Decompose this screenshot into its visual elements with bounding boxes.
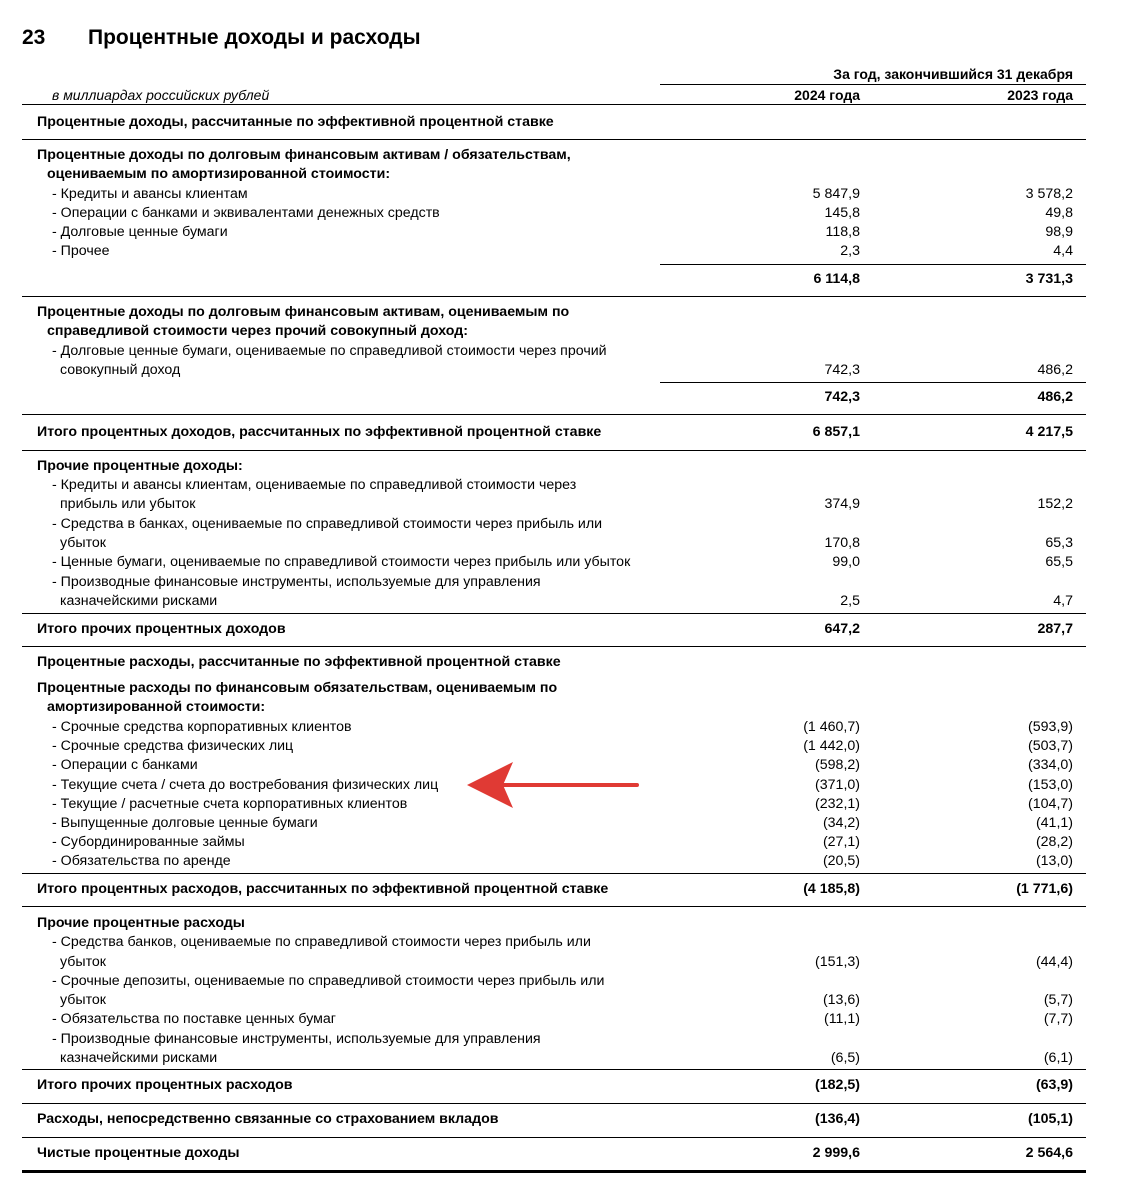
table-row: Процентные доходы, рассчитанные по эффективной процентной ставке [37,114,554,130]
table-row: - Субординированные займы (27,1) (28,2) [52,834,1073,850]
table-row: - Срочные средства корпоративных клиентов (1 460,7) (593,9) [52,719,1073,735]
table-row: совокупный доход 742,3 486,2 [60,362,1073,378]
table-row: убыток (13,6) (5,7) [60,992,1073,1008]
table-row: - Кредиты и авансы клиентам, оцениваемые по справедливой стоимости через [52,477,577,493]
table-row: оцениваемым по амортизированной стоимости: [47,166,391,182]
section-rule [22,873,1086,874]
period-underline [660,84,1086,85]
table-row: убыток (151,3) (44,4) [60,954,1073,970]
table-row: справедливой стоимости через прочий совокупный доход: [47,323,468,339]
subtotal-rule [660,264,1086,265]
note-heading [22,26,421,50]
table-row: - Операции с банками и эквивалентами денежных средств 145,8 49,8 [52,205,1073,221]
header-rule [22,104,1086,105]
table-row: - Ценные бумаги, оцениваемые по справедливой стоимости через прибыль или убыток 99,0 65,5 [52,554,1073,570]
table-row: Процентные расходы, рассчитанные по эффективной процентной ставке [37,654,561,670]
section-rule [22,1137,1086,1138]
subtotal-row: 742,3 486,2 [824,389,1073,405]
column-header-2023: 2023 года [1007,87,1073,103]
unit-label: в миллиардах российских рублей [52,87,270,103]
table-row: Процентные расходы по финансовым обязательствам, оцениваемым по [37,680,558,696]
total-row: Итого прочих процентных расходов (182,5) (63,9) [37,1077,1073,1093]
table-row: убыток 170,8 65,3 [60,535,1073,551]
section-rule [22,1103,1086,1104]
subtotal-row: 6 114,8 3 731,3 [813,271,1073,287]
table-row: - Производные финансовые инструменты, используемые для управления [52,1031,541,1047]
table-row: - Текущие / расчетные счета корпоративных клиентов (232,1) (104,7) [52,796,1073,812]
subtotal-rule [660,382,1086,383]
section-rule [22,139,1086,140]
section-rule [22,450,1086,451]
total-row: Расходы, непосредственно связанные со страхованием вкладов (136,4) (105,1) [37,1111,1073,1127]
table-row: амортизированной стоимости: [47,699,266,715]
table-row: казначейскими рисками (6,5) (6,1) [60,1050,1073,1066]
table-row: Процентные доходы по долговым финансовым активам, оцениваемым по [37,304,570,320]
total-row: Итого прочих процентных доходов 647,2 287,7 [37,621,1073,637]
table-row: - Средства банков, оцениваемые по справедливой стоимости через прибыль или [52,934,591,950]
table-row: - Кредиты и авансы клиентам 5 847,9 3 578,2 [52,186,1073,202]
total-row: Итого процентных расходов, рассчитанных по эффективной процентной ставке (4 185,8) (1 771,6) [37,881,1073,897]
table-row: - Выпущенные долговые ценные бумаги (34,2) (41,1) [52,815,1073,831]
net-interest-row: Чистые процентные доходы 2 999,6 2 564,6 [37,1145,1073,1161]
table-row: Прочие процентные расходы [37,915,245,931]
period-header: За год, закончившийся 31 декабря [833,66,1073,82]
table-row: казначейскими рисками 2,5 4,7 [60,593,1073,609]
table-row: - Обязательства по аренде (20,5) (13,0) [52,853,1073,869]
section-rule [22,613,1086,614]
total-row: Итого процентных доходов, рассчитанных по эффективной процентной ставке 6 857,1 4 217,5 [37,424,1073,440]
section-rule [22,906,1086,907]
table-row: - Прочее 2,3 4,4 [52,243,1073,259]
table-row: - Производные финансовые инструменты, используемые для управления [52,574,541,590]
table-row: - Текущие счета / счета до востребования физических лиц (371,0) (153,0) [52,777,1073,793]
table-row: - Обязательства по поставке ценных бумаг (11,1) (7,7) [52,1011,1073,1027]
bottom-double-rule [22,1170,1086,1173]
table-row: - Долговые ценные бумаги, оцениваемые по справедливой стоимости через прочий [52,343,607,359]
table-row: прибыль или убыток 374,9 152,2 [60,496,1073,512]
column-header-2024: 2024 года [794,87,860,103]
table-row: - Операции с банками (598,2) (334,0) [52,757,1073,773]
section-rule [22,1069,1086,1070]
red-arrow-annotation [465,760,645,810]
section-rule [22,414,1086,415]
table-row: - Срочные средства физических лиц (1 442,0) (503,7) [52,738,1073,754]
table-row: - Средства в банках, оцениваемые по справедливой стоимости через прибыль или [52,516,603,532]
note-number: 23 [22,26,46,49]
section-rule [22,646,1086,647]
table-row: - Срочные депозиты, оцениваемые по справедливой стоимости через прибыль или [52,973,605,989]
table-row: - Долговые ценные бумаги 118,8 98,9 [52,224,1073,240]
section-rule [22,296,1086,297]
note-title: Процентные доходы и расходы [88,26,421,49]
table-row: Процентные доходы по долговым финансовым активам / обязательствам, [37,147,571,163]
table-row: Прочие процентные доходы: [37,458,243,474]
